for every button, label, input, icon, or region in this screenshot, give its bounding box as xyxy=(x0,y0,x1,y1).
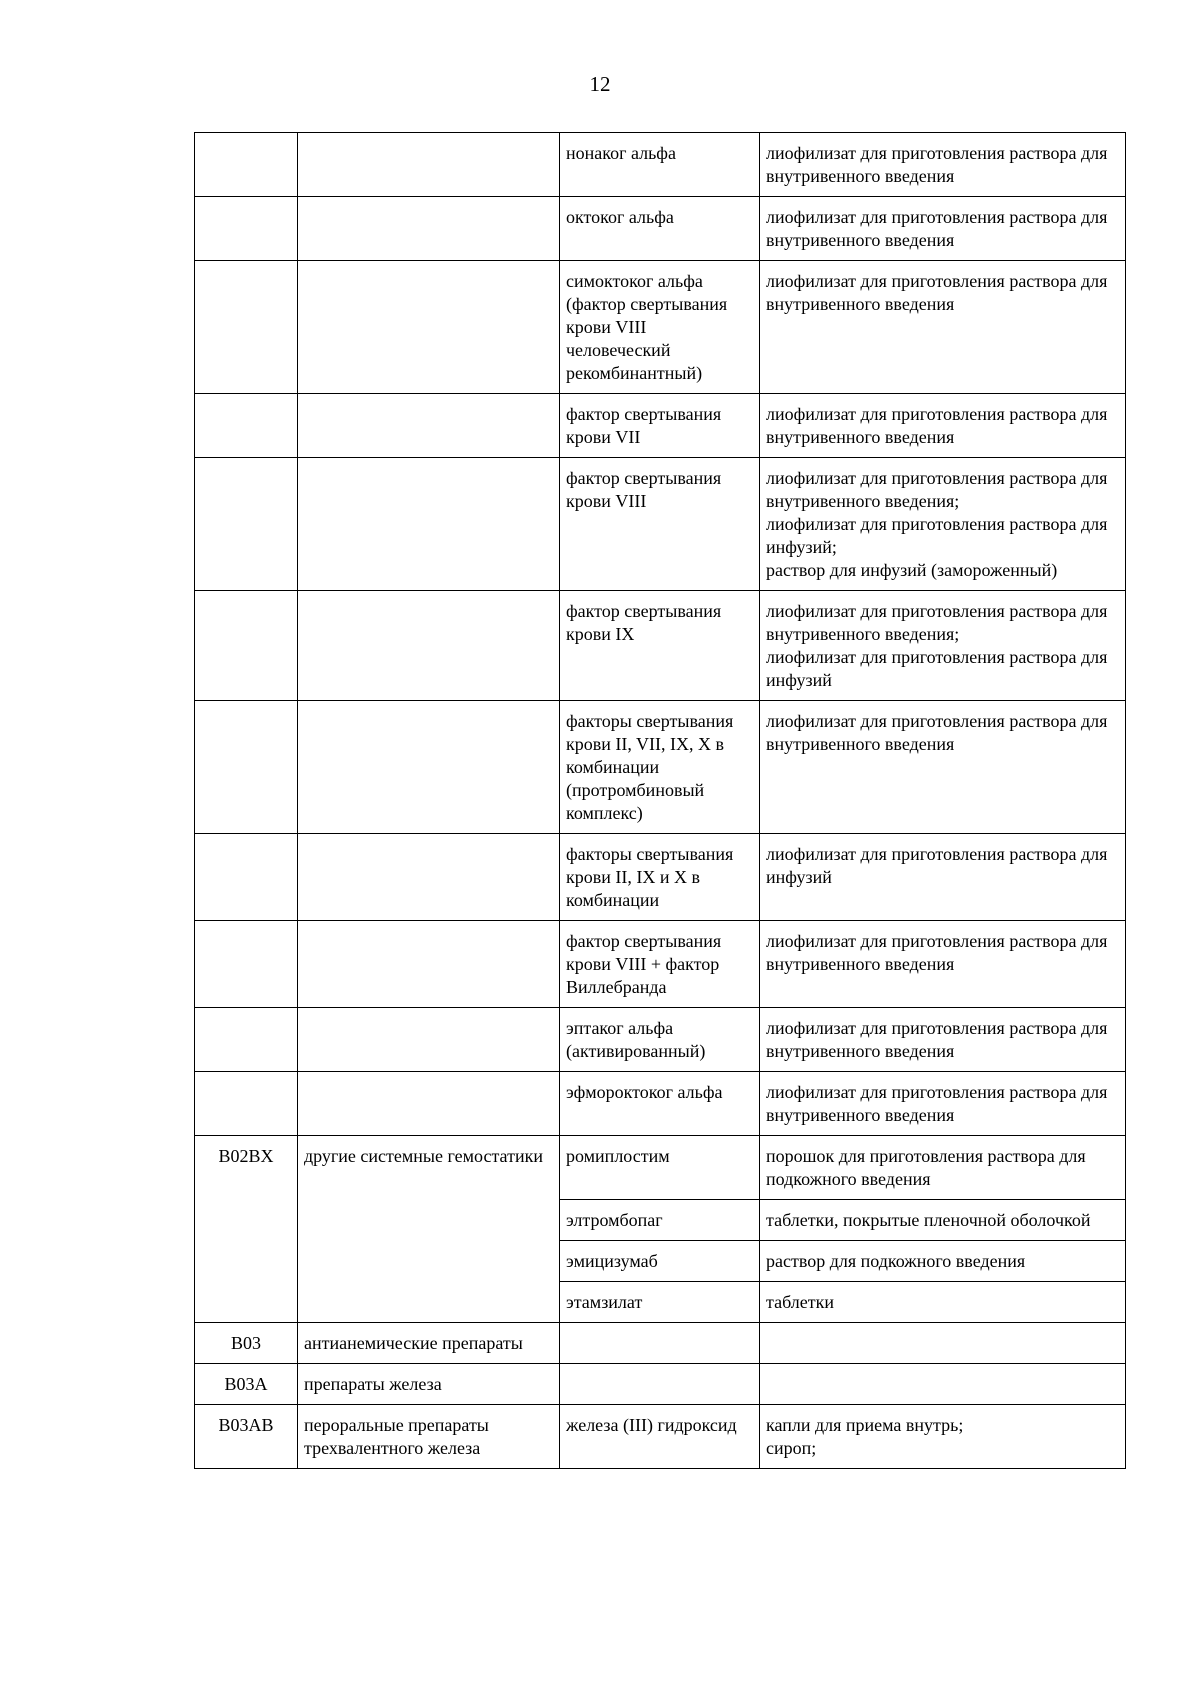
form-cell: лиофилизат для приготовления раствора для внутривенного введения xyxy=(760,701,1126,834)
table-row xyxy=(195,1136,1126,1200)
form-cell: лиофилизат для приготовления раствора для внутривенного введения xyxy=(760,197,1126,261)
drug-cell: фактор свертывания крови VII xyxy=(560,394,760,458)
atc-code-cell: B02BX xyxy=(195,1136,298,1323)
drug-cell: факторы свертывания крови II, VII, IX, X в комбинации (протромбиновый комплекс) xyxy=(560,701,760,834)
form-cell: лиофилизат для приготовления раствора для внутривенного введения xyxy=(760,1008,1126,1072)
group-cell xyxy=(298,261,560,394)
atc-code-cell xyxy=(195,1008,298,1072)
group-cell xyxy=(298,591,560,701)
table-row xyxy=(195,197,1126,261)
drug-cell: эптаког альфа (активированный) xyxy=(560,1008,760,1072)
atc-code-cell xyxy=(195,1072,298,1136)
atc-code-cell xyxy=(195,701,298,834)
atc-code-cell xyxy=(195,591,298,701)
table-row xyxy=(195,394,1126,458)
drug-table xyxy=(194,132,1126,1469)
form-cell: раствор для подкожного введения xyxy=(760,1241,1126,1282)
table-row xyxy=(195,701,1126,834)
group-cell: другие системные гемостатики xyxy=(298,1136,560,1323)
drug-cell: эмицизумаб xyxy=(560,1241,760,1282)
atc-code-cell: B03 xyxy=(195,1323,298,1364)
form-cell xyxy=(760,1323,1126,1364)
group-cell xyxy=(298,921,560,1008)
table-row xyxy=(195,1323,1126,1364)
table-row xyxy=(195,834,1126,921)
form-cell: лиофилизат для приготовления раствора для внутривенного введения xyxy=(760,261,1126,394)
group-cell: антианемические препараты xyxy=(298,1323,560,1364)
form-cell: лиофилизат для приготовления раствора для внутривенного введения xyxy=(760,1072,1126,1136)
form-cell: порошок для приготовления раствора для подкожного введения xyxy=(760,1136,1126,1200)
drug-cell: фактор свертывания крови IX xyxy=(560,591,760,701)
form-cell: лиофилизат для приготовления раствора для внутривенного введения; лиофилизат для приготовления раствора для инфузий xyxy=(760,591,1126,701)
group-cell: препараты железа xyxy=(298,1364,560,1405)
group-cell xyxy=(298,197,560,261)
atc-code-cell xyxy=(195,197,298,261)
form-cell: лиофилизат для приготовления раствора для внутривенного введения xyxy=(760,921,1126,1008)
atc-code-cell xyxy=(195,921,298,1008)
drug-cell: фактор свертывания крови VIII + фактор Виллебранда xyxy=(560,921,760,1008)
drug-cell xyxy=(560,1323,760,1364)
drug-cell: факторы свертывания крови II, IX и X в комбинации xyxy=(560,834,760,921)
drug-cell: элтромбопаг xyxy=(560,1200,760,1241)
table-row xyxy=(195,591,1126,701)
table-row xyxy=(195,921,1126,1008)
form-cell: капли для приема внутрь; сироп; xyxy=(760,1405,1126,1469)
table-row xyxy=(195,1072,1126,1136)
group-cell xyxy=(298,458,560,591)
group-cell xyxy=(298,1072,560,1136)
atc-code-cell xyxy=(195,458,298,591)
form-cell: лиофилизат для приготовления раствора для инфузий xyxy=(760,834,1126,921)
atc-code-cell xyxy=(195,834,298,921)
group-cell xyxy=(298,834,560,921)
table-row xyxy=(195,1008,1126,1072)
atc-code-cell xyxy=(195,133,298,197)
form-cell xyxy=(760,1364,1126,1405)
drug-cell: нонаког альфа xyxy=(560,133,760,197)
form-cell: таблетки, покрытые пленочной оболочкой xyxy=(760,1200,1126,1241)
drug-cell: железа (III) гидроксид xyxy=(560,1405,760,1469)
table-row xyxy=(195,458,1126,591)
table-row xyxy=(195,1405,1126,1469)
group-cell xyxy=(298,1008,560,1072)
form-cell: лиофилизат для приготовления раствора для внутривенного введения xyxy=(760,133,1126,197)
table-row xyxy=(195,133,1126,197)
drug-cell: ромиплостим xyxy=(560,1136,760,1200)
drug-cell: октоког альфа xyxy=(560,197,760,261)
group-cell xyxy=(298,701,560,834)
drug-cell: фактор свертывания крови VIII xyxy=(560,458,760,591)
form-cell: лиофилизат для приготовления раствора для внутривенного введения xyxy=(760,394,1126,458)
group-cell: пероральные препараты трехвалентного железа xyxy=(298,1405,560,1469)
page-number: 12 xyxy=(589,72,611,96)
form-cell: таблетки xyxy=(760,1282,1126,1323)
drug-cell: симоктоког альфа (фактор свертывания крови VIII человеческий рекомбинантный) xyxy=(560,261,760,394)
form-cell: лиофилизат для приготовления раствора для внутривенного введения; лиофилизат для приготовления раствора для инфузий; раствор для инфузий (замороженный) xyxy=(760,458,1126,591)
drug-cell: этамзилат xyxy=(560,1282,760,1323)
atc-code-cell: B03A xyxy=(195,1364,298,1405)
group-cell xyxy=(298,133,560,197)
drug-cell xyxy=(560,1364,760,1405)
drug-cell: эфмороктоког альфа xyxy=(560,1072,760,1136)
table-row xyxy=(195,1364,1126,1405)
group-cell xyxy=(298,394,560,458)
table-row xyxy=(195,261,1126,394)
atc-code-cell xyxy=(195,394,298,458)
atc-code-cell xyxy=(195,261,298,394)
atc-code-cell: B03AB xyxy=(195,1405,298,1469)
